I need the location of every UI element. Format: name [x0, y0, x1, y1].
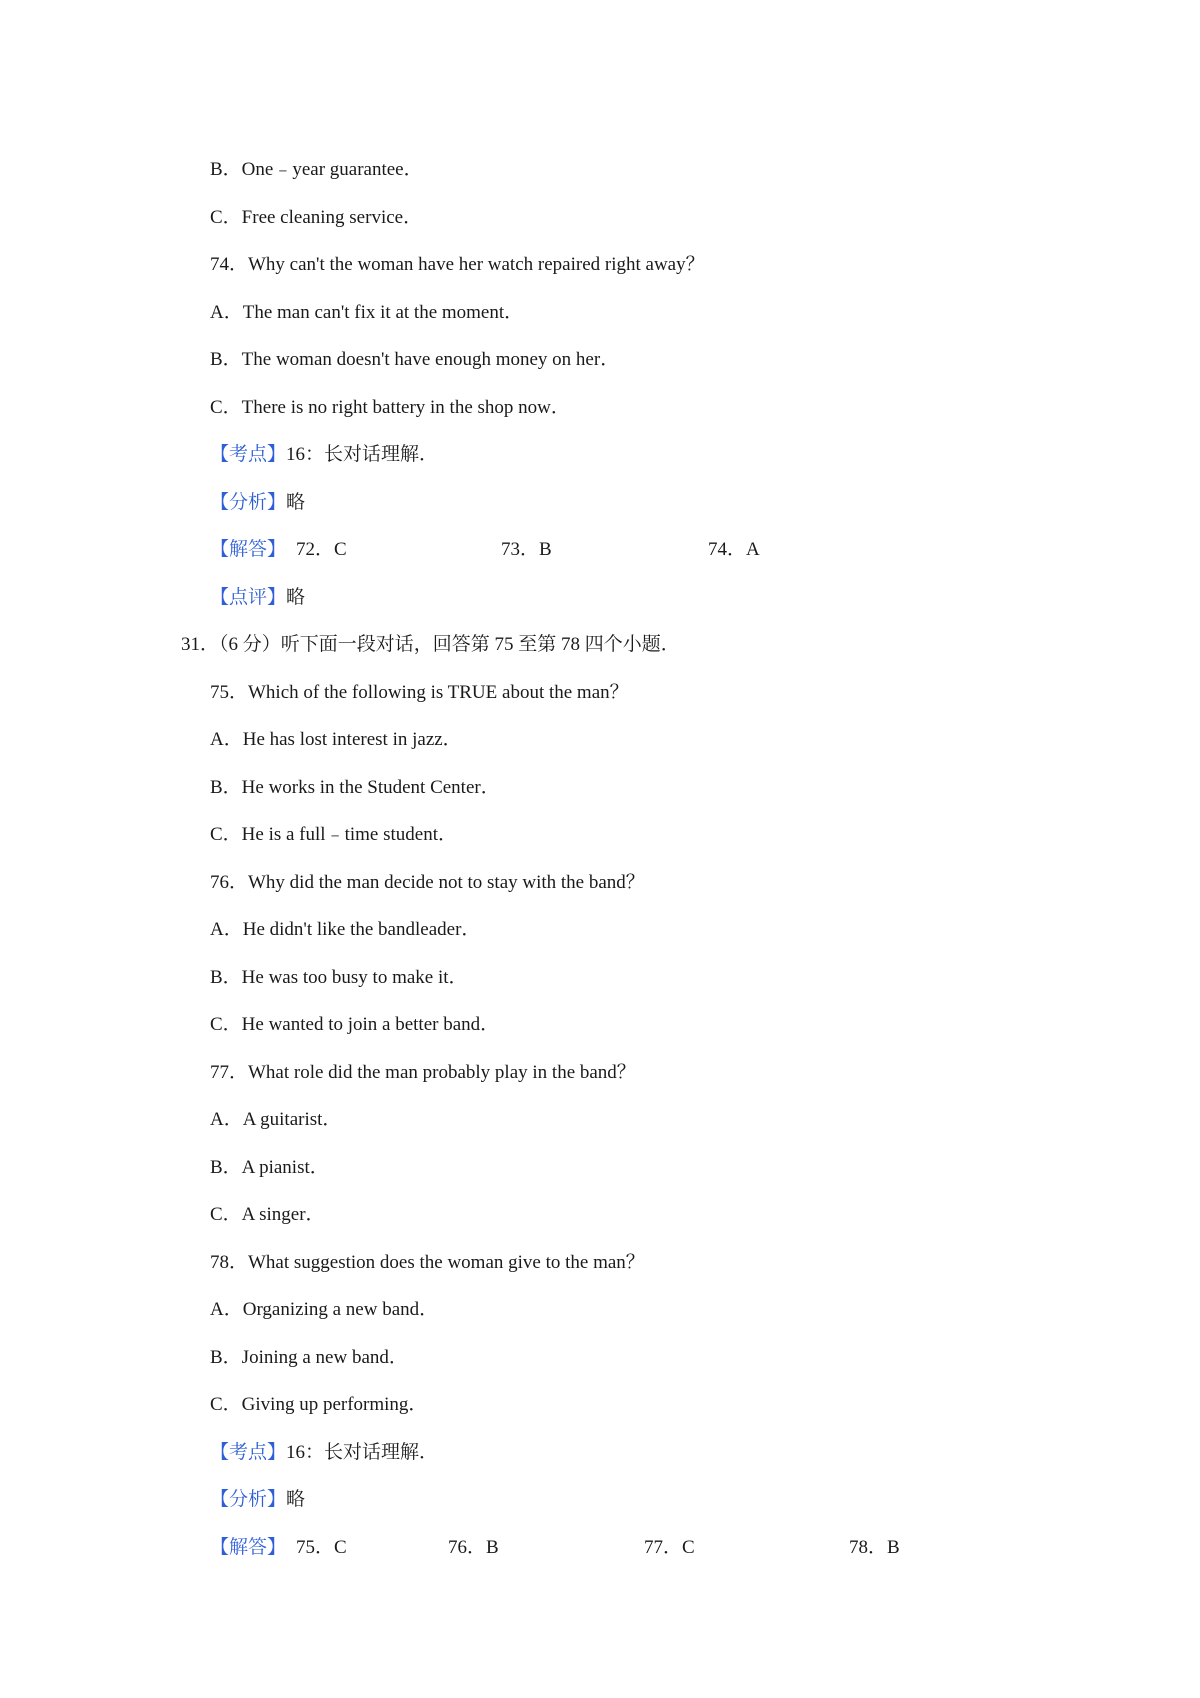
kaodian-tag: 【考点】 [210, 444, 287, 465]
dianping-text: 略 [286, 587, 306, 608]
q78-option-a: A．Organizing a new band． [210, 1299, 439, 1320]
question-31-header: 31．（6 分）听下面一段对话，回答第 75 至第 78 四个小题． [181, 634, 680, 655]
kaodian-1 [210, 443, 438, 467]
q74-stem: 74．Why can't the woman have her watch repaired right away？ [210, 254, 705, 275]
answer-77: 77．C [644, 1537, 695, 1558]
answer-75: 75．C [296, 1537, 347, 1558]
kaodian-text: 16：长对话理解． [286, 444, 439, 465]
fenxi-text: 略 [286, 1489, 306, 1510]
q75-option-c: C．He is a full﹣time student． [210, 824, 457, 845]
q73-option-b: B．One﹣year guarantee． [210, 159, 423, 180]
q73-option-c: C．Free cleaning service． [210, 207, 423, 228]
answer-76: 76．B [448, 1537, 499, 1558]
answer-72: 72．C [296, 539, 347, 560]
q74-option-b: B．The woman doesn't have enough money on her． [210, 349, 620, 370]
q76-option-c: C．He wanted to join a better band． [210, 1014, 500, 1035]
q78-stem: 78．What suggestion does the woman give to the man？ [210, 1252, 645, 1273]
q74-option-a: A．The man can't fix it at the moment． [210, 302, 524, 323]
kaodian-text: 16：长对话理解． [286, 1442, 439, 1463]
fenxi-text: 略 [286, 492, 306, 513]
kaodian-tag: 【考点】 [210, 1442, 287, 1463]
q74-option-c: C．There is no right battery in the shop now． [210, 397, 570, 418]
q78-option-c: C．Giving up performing． [210, 1394, 428, 1415]
answer-73: 73．B [501, 539, 552, 560]
dianping-tag: 【点评】 [210, 587, 287, 608]
fenxi-2 [210, 1488, 305, 1512]
jieda-1 [210, 538, 1110, 562]
q76-stem: 76．Why did the man decide not to stay with the band？ [210, 872, 645, 893]
jieda-2 [210, 1536, 1110, 1560]
q78-option-b: B．Joining a new band． [210, 1347, 408, 1368]
q75-stem: 75．Which of the following is TRUE about the man？ [210, 682, 629, 703]
q76-option-a: A．He didn't like the bandleader． [210, 919, 481, 940]
q76-option-b: B．He was too busy to make it． [210, 967, 468, 988]
q77-option-a: A．A guitarist． [210, 1109, 342, 1130]
q75-option-b: B．He works in the Student Center． [210, 777, 500, 798]
dianping-1 [210, 586, 305, 610]
fenxi-tag: 【分析】 [210, 1489, 287, 1510]
answer-74: 74．A [708, 539, 760, 560]
q77-option-b: B．A pianist． [210, 1157, 329, 1178]
jieda-tag: 【解答】 [210, 1537, 287, 1558]
jieda-tag: 【解答】 [210, 539, 287, 560]
q77-option-c: C．A singer． [210, 1204, 325, 1225]
kaodian-2 [210, 1441, 438, 1465]
answer-78: 78．B [849, 1537, 900, 1558]
fenxi-tag: 【分析】 [210, 492, 287, 513]
fenxi-1 [210, 491, 305, 515]
q75-option-a: A．He has lost interest in jazz． [210, 729, 462, 750]
q77-stem: 77．What role did the man probably play in the band？ [210, 1062, 636, 1083]
